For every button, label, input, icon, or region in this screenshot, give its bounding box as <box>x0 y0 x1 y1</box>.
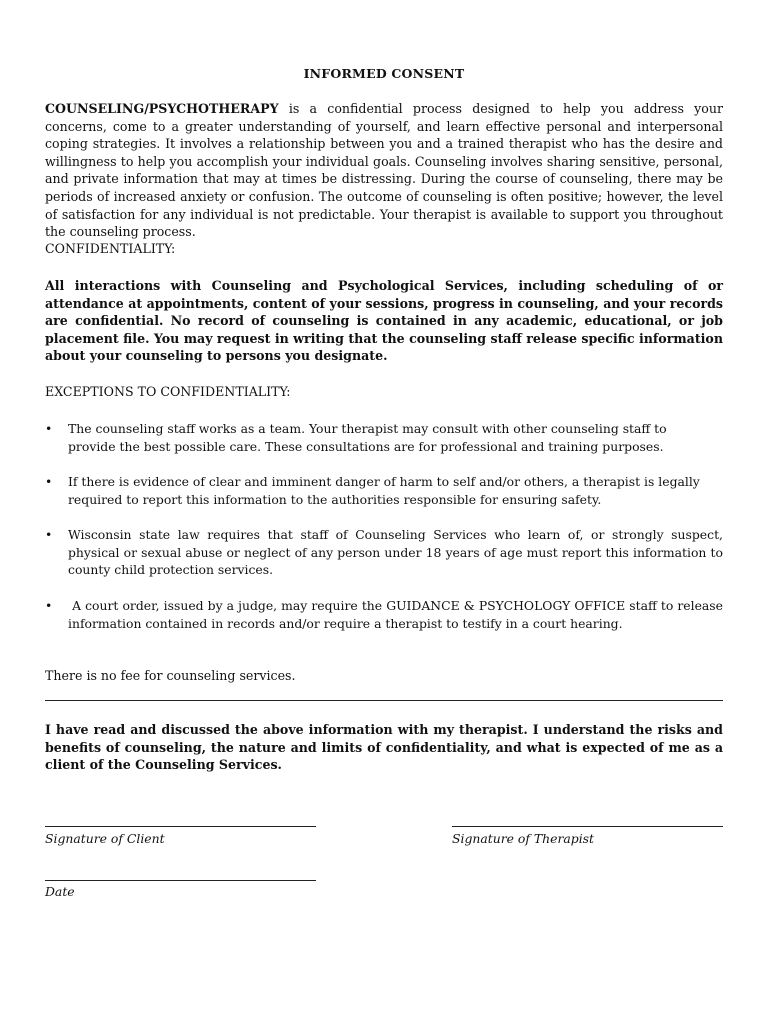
bullet-icon: • <box>45 598 53 613</box>
client-signature-line[interactable] <box>45 826 316 827</box>
section-divider <box>45 700 723 701</box>
date-line[interactable] <box>45 880 316 881</box>
exception-text: The counseling staff works as a team. Your therapist may consult with other counseling staff to provide the best possible care. These consultations are for professional and training purposes. <box>68 421 667 454</box>
exception-text: Wisconsin state law requires that staff of Counseling Services who learn of, or strongly suspect, physical or sexual abuse or neglect of any person under 18 years of age must report this information to county child protection services. <box>68 527 723 578</box>
date-label: Date <box>45 884 75 899</box>
exceptions-heading: EXCEPTIONS TO CONFIDENTIALITY: <box>45 384 291 399</box>
exception-item-2 <box>45 473 723 508</box>
intro-lead: COUNSELING/PSYCHOTHERAPY <box>45 101 279 116</box>
confidentiality-paragraph: All interactions with Counseling and Psychological Services, including scheduling of or attendance at appointments, content of your sessions, progress in counseling, and your records are confidential. No record of counseling is contained in any academic, educational, or job placement file. You may request in writing that the counseling staff release specific information about your counseling to persons you designate. <box>45 278 723 364</box>
intro-paragraph <box>45 100 723 241</box>
exception-item-4 <box>45 597 727 632</box>
bullet-icon: • <box>45 527 53 542</box>
confidentiality-heading: CONFIDENTIALITY: <box>45 241 176 256</box>
exception-item-3 <box>45 526 723 579</box>
exception-text: If there is evidence of clear and imminent danger of harm to self and/or others, a therapist is legally required to report this information to the authorities responsible for ensuring safety. <box>68 474 700 507</box>
client-signature-label: Signature of Client <box>45 831 165 846</box>
exception-item-1 <box>45 420 723 455</box>
bullet-icon: • <box>45 421 53 436</box>
intro-text: is a confidential process designed to help you address your concerns, come to a greater understanding of yourself, and learn effective personal and interpersonal coping strategies. It involves a relationship between you and a trained therapist who has the desire and willingness to help you accomplish your individual goals. Counseling involves sharing sensitive, personal, and private information that may at times be distressing. During the course of counseling, there may be periods of increased anxiety or confusion. The outcome of counseling is often positive; however, the level of satisfaction for any individual is not predictable. Your therapist is available to support you throughout the counseling process. <box>45 101 723 240</box>
exception-text: A court order, issued by a judge, may require the GUIDANCE & PSYCHOLOGY OFFICE staff to release information contained in records and/or require a therapist to testify in a court hearing. <box>68 598 727 631</box>
therapist-signature-label: Signature of Therapist <box>452 831 595 846</box>
bullet-icon: • <box>45 474 53 489</box>
document-title: INFORMED CONSENT <box>303 66 465 81</box>
therapist-signature-line[interactable] <box>452 826 723 827</box>
acknowledgement-paragraph: I have read and discussed the above information with my therapist. I understand the risks and benefits of counseling, the nature and limits of confidentiality, and what is expected of me as a client of the Counseling Services. <box>45 722 723 773</box>
fee-note: There is no fee for counseling services. <box>45 668 296 683</box>
